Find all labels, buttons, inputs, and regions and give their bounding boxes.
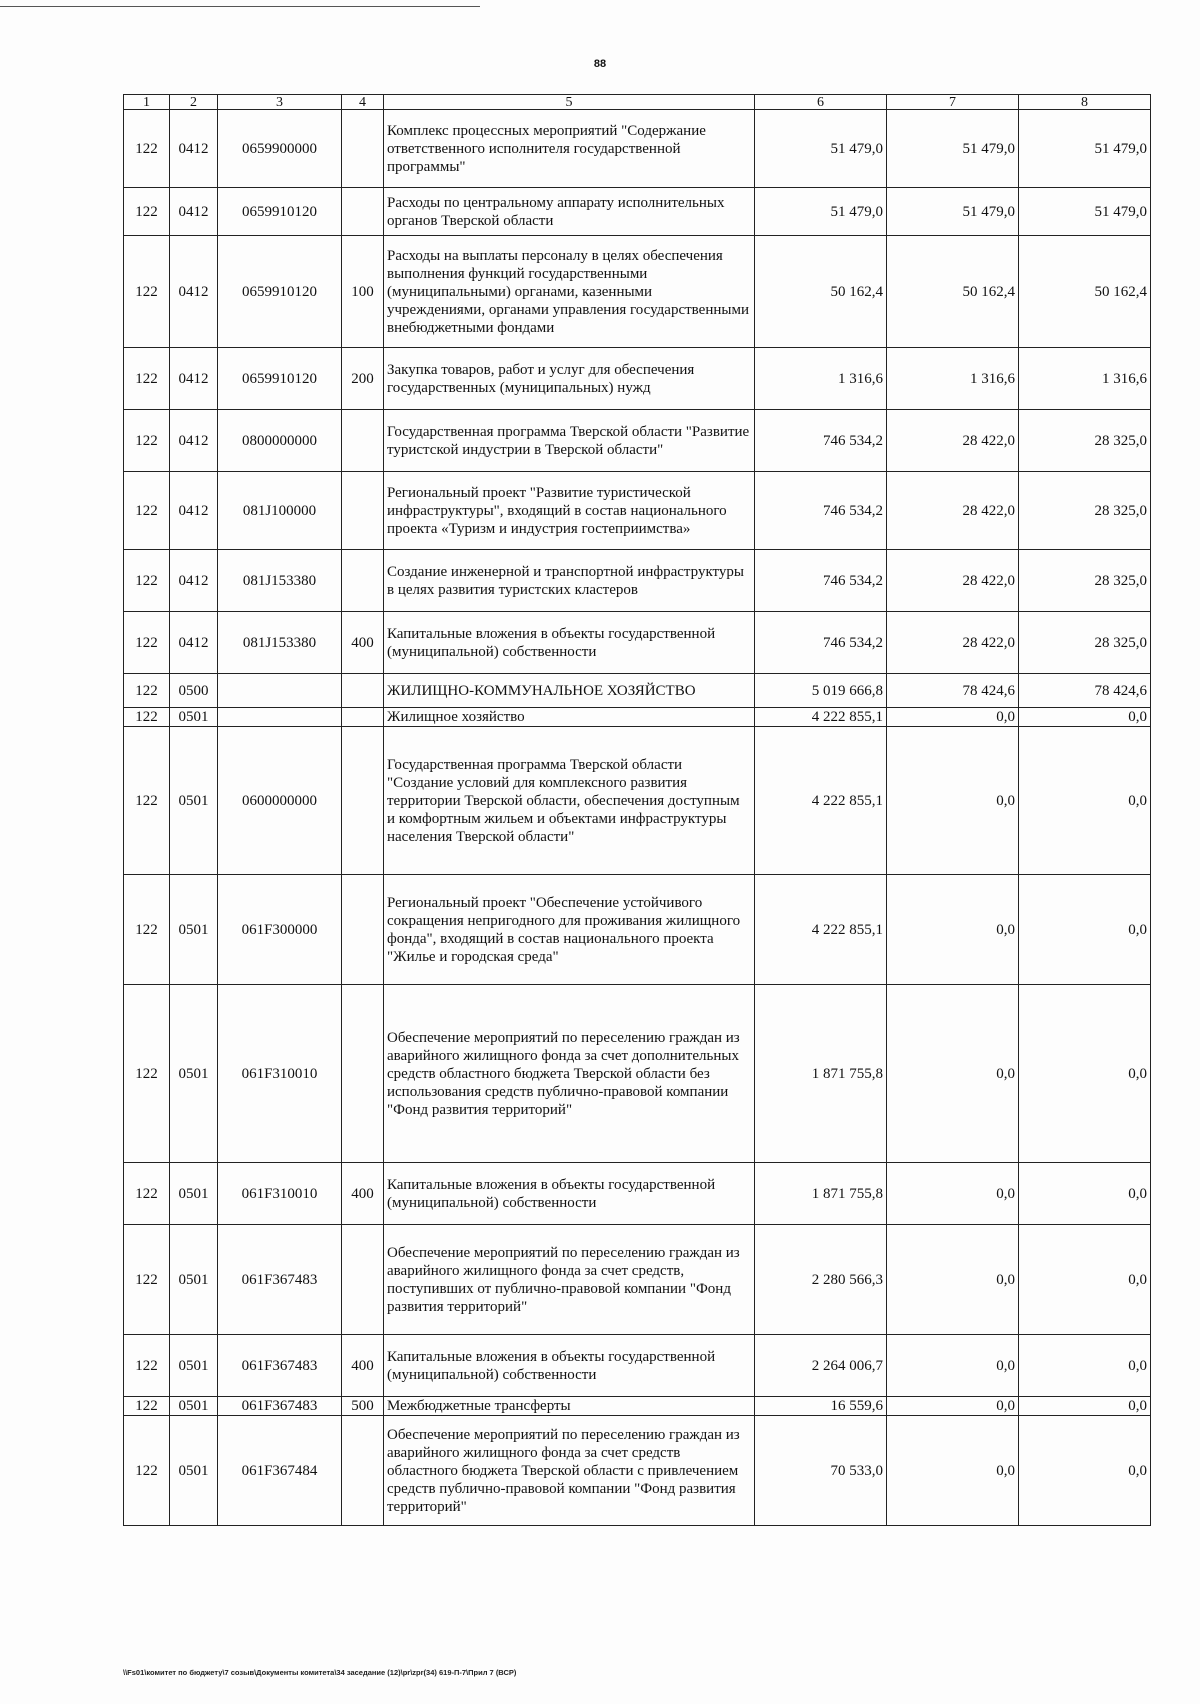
cell-amount-col8: 28 325,0 <box>1019 472 1151 550</box>
table-row <box>124 875 1151 985</box>
cell-expense-type: 200 <box>342 348 384 410</box>
cell-admin-code: 122 <box>124 1335 170 1397</box>
table-row <box>124 708 1151 727</box>
cell-expense-type: 500 <box>342 1397 384 1416</box>
cell-amount-col7: 0,0 <box>887 1163 1019 1225</box>
cell-description: Комплекс процессных мероприятий "Содержание ответственного исполнителя государственной программы" <box>384 110 755 188</box>
cell-admin-code: 122 <box>124 708 170 727</box>
cell-target-code: 061F300000 <box>218 875 342 985</box>
cell-admin-code: 122 <box>124 410 170 472</box>
cell-amount-col8: 0,0 <box>1019 875 1151 985</box>
cell-amount-col8: 28 325,0 <box>1019 550 1151 612</box>
cell-amount-col6: 4 222 855,1 <box>755 708 887 727</box>
cell-target-code: 061F367484 <box>218 1416 342 1526</box>
cell-section-code: 0501 <box>170 727 218 875</box>
cell-expense-type <box>342 550 384 612</box>
cell-target-code <box>218 708 342 727</box>
cell-description: Капитальные вложения в объекты государственной (муниципальной) собственности <box>384 1335 755 1397</box>
cell-section-code: 0501 <box>170 708 218 727</box>
cell-amount-col8: 0,0 <box>1019 1225 1151 1335</box>
cell-expense-type: 400 <box>342 1335 384 1397</box>
cell-amount-col7: 28 422,0 <box>887 612 1019 674</box>
cell-amount-col6: 746 534,2 <box>755 472 887 550</box>
cell-description: Закупка товаров, работ и услуг для обеспечения государственных (муниципальных) нужд <box>384 348 755 410</box>
cell-amount-col7: 0,0 <box>887 727 1019 875</box>
cell-target-code: 061F310010 <box>218 1163 342 1225</box>
cell-target-code: 061F367483 <box>218 1225 342 1335</box>
cell-expense-type: 400 <box>342 612 384 674</box>
top-rule <box>0 6 480 7</box>
cell-section-code: 0412 <box>170 472 218 550</box>
cell-description: Межбюджетные трансферты <box>384 1397 755 1416</box>
cell-section-code: 0412 <box>170 236 218 348</box>
table-row <box>124 410 1151 472</box>
cell-amount-col6: 2 264 006,7 <box>755 1335 887 1397</box>
cell-description: Государственная программа Тверской области "Создание условий для комплексного развития территории Тверской области, обеспечения доступным и комфортным жильем и объектами инфраструктуры населения Тверской области" <box>384 727 755 875</box>
budget-table <box>123 94 1151 1526</box>
cell-admin-code: 122 <box>124 875 170 985</box>
cell-amount-col7: 1 316,6 <box>887 348 1019 410</box>
cell-section-code: 0412 <box>170 410 218 472</box>
footer-path: \\Fs01\комитет по бюджету\7 созыв\Документы комитета\34 заседание (12)\pr\zpr(34) 619-П-7\Прил 7 (ВСР) <box>123 1668 517 1677</box>
cell-amount-col6: 4 222 855,1 <box>755 727 887 875</box>
table-row <box>124 985 1151 1163</box>
cell-amount-col7: 28 422,0 <box>887 472 1019 550</box>
cell-amount-col7: 51 479,0 <box>887 188 1019 236</box>
cell-expense-type: 400 <box>342 1163 384 1225</box>
cell-amount-col8: 0,0 <box>1019 1397 1151 1416</box>
cell-target-code: 081J100000 <box>218 472 342 550</box>
cell-amount-col7: 0,0 <box>887 985 1019 1163</box>
cell-expense-type: 100 <box>342 236 384 348</box>
cell-description: ЖИЛИЩНО-КОММУНАЛЬНОЕ ХОЗЯЙСТВО <box>384 674 755 708</box>
header-col-6: 6 <box>755 95 887 110</box>
table-row <box>124 110 1151 188</box>
table-row <box>124 236 1151 348</box>
cell-admin-code: 122 <box>124 188 170 236</box>
cell-amount-col6: 1 316,6 <box>755 348 887 410</box>
cell-admin-code: 122 <box>124 985 170 1163</box>
cell-amount-col6: 51 479,0 <box>755 188 887 236</box>
cell-amount-col7: 0,0 <box>887 1397 1019 1416</box>
cell-amount-col7: 0,0 <box>887 875 1019 985</box>
cell-amount-col6: 4 222 855,1 <box>755 875 887 985</box>
cell-amount-col6: 16 559,6 <box>755 1397 887 1416</box>
cell-description: Капитальные вложения в объекты государственной (муниципальной) собственности <box>384 1163 755 1225</box>
cell-expense-type <box>342 410 384 472</box>
cell-amount-col6: 746 534,2 <box>755 550 887 612</box>
cell-amount-col8: 0,0 <box>1019 727 1151 875</box>
cell-expense-type <box>342 674 384 708</box>
cell-expense-type <box>342 875 384 985</box>
cell-target-code: 0600000000 <box>218 727 342 875</box>
cell-description: Обеспечение мероприятий по переселению граждан из аварийного жилищного фонда за счет средств областного бюджета Тверской области с привлечением средств публично-правовой компании "Фонд развития территорий" <box>384 1416 755 1526</box>
cell-section-code: 0412 <box>170 110 218 188</box>
cell-description: Региональный проект "Развитие туристической инфраструктуры", входящий в состав национального проекта «Туризм и индустрия гостеприимства» <box>384 472 755 550</box>
cell-target-code: 0800000000 <box>218 410 342 472</box>
cell-expense-type <box>342 1225 384 1335</box>
table-row <box>124 472 1151 550</box>
cell-target-code: 0659910120 <box>218 348 342 410</box>
cell-expense-type <box>342 708 384 727</box>
cell-amount-col8: 0,0 <box>1019 1163 1151 1225</box>
cell-amount-col6: 746 534,2 <box>755 410 887 472</box>
cell-amount-col8: 0,0 <box>1019 985 1151 1163</box>
cell-section-code: 0501 <box>170 985 218 1163</box>
cell-amount-col8: 51 479,0 <box>1019 110 1151 188</box>
cell-amount-col7: 28 422,0 <box>887 410 1019 472</box>
cell-amount-col8: 50 162,4 <box>1019 236 1151 348</box>
cell-amount-col7: 0,0 <box>887 1335 1019 1397</box>
cell-section-code: 0501 <box>170 875 218 985</box>
cell-admin-code: 122 <box>124 236 170 348</box>
table-row <box>124 1163 1151 1225</box>
header-col-7: 7 <box>887 95 1019 110</box>
cell-target-code: 0659900000 <box>218 110 342 188</box>
table-row <box>124 348 1151 410</box>
table-row <box>124 727 1151 875</box>
cell-section-code: 0501 <box>170 1397 218 1416</box>
cell-expense-type <box>342 985 384 1163</box>
header-col-4: 4 <box>342 95 384 110</box>
table-row <box>124 1397 1151 1416</box>
cell-amount-col8: 51 479,0 <box>1019 188 1151 236</box>
table-row <box>124 550 1151 612</box>
cell-amount-col7: 0,0 <box>887 708 1019 727</box>
cell-description: Обеспечение мероприятий по переселению граждан из аварийного жилищного фонда за счет дополнительных средств областного бюджета Тверской области без использования средств публично-правовой компании "Фонд развития территорий" <box>384 985 755 1163</box>
cell-admin-code: 122 <box>124 674 170 708</box>
header-col-8: 8 <box>1019 95 1151 110</box>
header-col-3: 3 <box>218 95 342 110</box>
cell-description: Жилищное хозяйство <box>384 708 755 727</box>
table-row <box>124 1335 1151 1397</box>
cell-amount-col6: 1 871 755,8 <box>755 1163 887 1225</box>
cell-description: Расходы по центральному аппарату исполнительных органов Тверской области <box>384 188 755 236</box>
cell-target-code: 061F367483 <box>218 1397 342 1416</box>
cell-description: Капитальные вложения в объекты государственной (муниципальной) собственности <box>384 612 755 674</box>
cell-target-code: 081J153380 <box>218 550 342 612</box>
cell-target-code: 0659910120 <box>218 236 342 348</box>
cell-description: Региональный проект "Обеспечение устойчивого сокращения непригодного для проживания жилищного фонда", входящий в состав национального проекта "Жилье и городская среда" <box>384 875 755 985</box>
cell-target-code: 061F367483 <box>218 1335 342 1397</box>
cell-amount-col7: 28 422,0 <box>887 550 1019 612</box>
cell-amount-col6: 1 871 755,8 <box>755 985 887 1163</box>
header-row <box>124 95 1151 110</box>
cell-section-code: 0501 <box>170 1335 218 1397</box>
cell-admin-code: 122 <box>124 612 170 674</box>
cell-admin-code: 122 <box>124 1163 170 1225</box>
cell-expense-type <box>342 110 384 188</box>
table-row <box>124 1225 1151 1335</box>
cell-section-code: 0500 <box>170 674 218 708</box>
cell-expense-type <box>342 472 384 550</box>
cell-admin-code: 122 <box>124 348 170 410</box>
cell-amount-col8: 78 424,6 <box>1019 674 1151 708</box>
header-col-5: 5 <box>384 95 755 110</box>
cell-target-code: 0659910120 <box>218 188 342 236</box>
table-row <box>124 612 1151 674</box>
cell-admin-code: 122 <box>124 1225 170 1335</box>
cell-description: Расходы на выплаты персоналу в целях обеспечения выполнения функций государственными (муниципальными) органами, казенными учреждениями, органами управления государственными внебюджетными фондами <box>384 236 755 348</box>
cell-description: Обеспечение мероприятий по переселению граждан из аварийного жилищного фонда за счет средств, поступивших от публично-правовой компании "Фонд развития территорий" <box>384 1225 755 1335</box>
cell-admin-code: 122 <box>124 110 170 188</box>
cell-expense-type <box>342 1416 384 1526</box>
cell-expense-type <box>342 188 384 236</box>
cell-amount-col8: 28 325,0 <box>1019 410 1151 472</box>
cell-target-code: 061F310010 <box>218 985 342 1163</box>
cell-amount-col7: 50 162,4 <box>887 236 1019 348</box>
cell-amount-col7: 0,0 <box>887 1225 1019 1335</box>
cell-admin-code: 122 <box>124 472 170 550</box>
header-col-1: 1 <box>124 95 170 110</box>
cell-amount-col6: 746 534,2 <box>755 612 887 674</box>
cell-section-code: 0412 <box>170 188 218 236</box>
cell-amount-col7: 51 479,0 <box>887 110 1019 188</box>
table-row <box>124 674 1151 708</box>
cell-amount-col6: 70 533,0 <box>755 1416 887 1526</box>
cell-amount-col6: 5 019 666,8 <box>755 674 887 708</box>
cell-amount-col8: 1 316,6 <box>1019 348 1151 410</box>
cell-description: Государственная программа Тверской области "Развитие туристской индустрии в Тверской области" <box>384 410 755 472</box>
cell-section-code: 0412 <box>170 612 218 674</box>
page-number: 88 <box>593 58 607 70</box>
cell-amount-col6: 51 479,0 <box>755 110 887 188</box>
header-col-2: 2 <box>170 95 218 110</box>
cell-admin-code: 122 <box>124 550 170 612</box>
cell-section-code: 0501 <box>170 1163 218 1225</box>
cell-admin-code: 122 <box>124 1416 170 1526</box>
cell-target-code: 081J153380 <box>218 612 342 674</box>
cell-amount-col7: 78 424,6 <box>887 674 1019 708</box>
cell-description: Создание инженерной и транспортной инфраструктуры в целях развития туристских кластеров <box>384 550 755 612</box>
table-row <box>124 1416 1151 1526</box>
cell-amount-col8: 28 325,0 <box>1019 612 1151 674</box>
cell-section-code: 0412 <box>170 550 218 612</box>
table-row <box>124 188 1151 236</box>
cell-expense-type <box>342 727 384 875</box>
cell-amount-col7: 0,0 <box>887 1416 1019 1526</box>
cell-amount-col6: 2 280 566,3 <box>755 1225 887 1335</box>
cell-section-code: 0501 <box>170 1225 218 1335</box>
cell-admin-code: 122 <box>124 727 170 875</box>
cell-amount-col8: 0,0 <box>1019 1416 1151 1526</box>
cell-section-code: 0412 <box>170 348 218 410</box>
cell-amount-col6: 50 162,4 <box>755 236 887 348</box>
cell-amount-col8: 0,0 <box>1019 708 1151 727</box>
cell-target-code <box>218 674 342 708</box>
cell-admin-code: 122 <box>124 1397 170 1416</box>
cell-section-code: 0501 <box>170 1416 218 1526</box>
cell-amount-col8: 0,0 <box>1019 1335 1151 1397</box>
